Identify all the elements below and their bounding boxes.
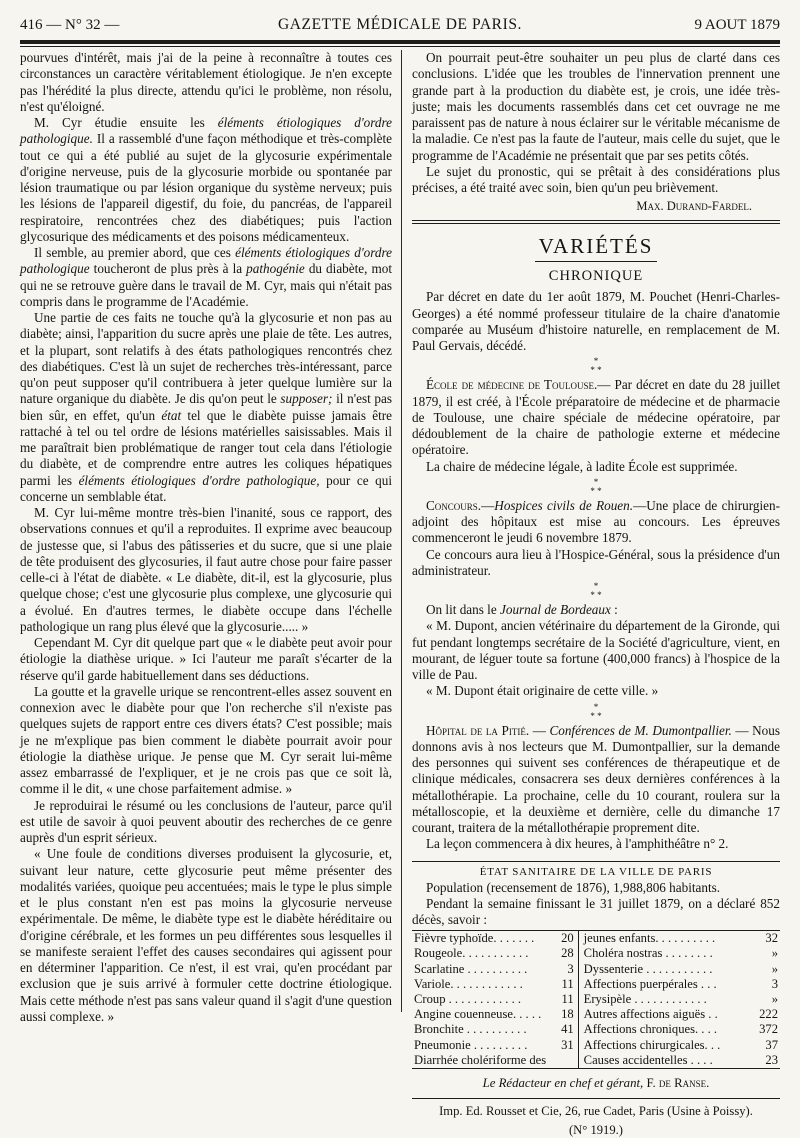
varietes-heading: VARIÉTÉS [535,234,658,262]
paragraph: pourvues d'intérêt, mais j'ai de la peine à reconnaître à toutes ces circonstances un caractère véritablement étiologique. Je n'en excepte pas l'hérédité la plus directe, attendu qu'ici le problème, non résolu, n'est qu'éloigné. [20,50,392,114]
header-rule-thick [20,40,780,44]
paragraph: M. Cyr étudie ensuite les éléments étiologiques d'ordre pathologique. Il a rassemblé d'une façon méthodique et très-complète tout ce qui a été publié au sujet de la glycosurie expérimentale d'origine nerveuse, puis de la glycosurie morbide ou spontanée par lésion traumatique ou par lésion organique du système nerveux; puis les lésions de l'appareil digestif, du foie, du pancréas, de l'appareil respiratoire, rencontrées chez des diabétiques; puis l'action glycosurique des médicaments et des poisons médicamenteux. [20,115,392,244]
column-divider [401,50,402,1012]
section-separator-stars: * * * [590,356,602,376]
paragraph: Concours.—Hospices civils de Rouen.—Une place de chirurgien-adjoint des hôpitaux est mise au concours. Les épreuves commenceront le jeudi 6 novembre 1879. [412,497,780,546]
paragraph: Une partie de ces faits ne touche qu'à la glycosurie et non pas au diabète; ainsi, l'apparition du sucre après une plaie de tête. Les autres, et la plupart, sont relatifs à des états pathologiques rencontrés chez des diabétiques. C'est là un sujet de recherches très-intéressant, parce qu'on peut supposer qu'il contribuera à jeter quelque lumière sur la nature organique du diabète. Je dis qu'on peut le supposer; il n'est pas bien sûr, en effet, qu'un état tel que le diabète puisse jamais être rattaché à tel ou tel ordre de lésions matérielles saisissables. Mais il me paraîtrait bien problématique de ranger tout cela dans l'étiologie du diabète, et de comprendre entre autres les coliques hépatiques parmi les éléments étiologiques d'ordre pathologique, pour ce qui concerne un semblable état. [20,310,392,504]
issue-number: (N° 1919.) [568,1123,623,1138]
paragraph: La leçon commencera à dix heures, à l'amphithéâtre n° 2. [426,836,729,852]
paragraph: M. Cyr lui-même montre très-bien l'inanité, sous ce rapport, des observations connues et qu'il a reproduites. Il exprime avec beaucoup de justesse que, si l'abus des pâtisseries et du sucre, que si une plaie de tête produisent des glycosuries, il faut autre chose pour faire passer celle-ci à l'état de diabète. « Le diabète, dit-il, est la glycosurie, plus quelque chose; c'est une glycosurie plus complexe, une glycosurie qui a évolué. En d'autres termes, le diabète occupe dans l'échelle pathologique un rang plus élevé que la glycosurie..... » [20,505,392,634]
paragraph: On pourrait peut-être souhaiter un peu plus de clarté dans ces conclusions. L'idée que les troubles de l'innervation prennent une grande part à la production du diabète est, je crois, une idée très-juste; mais les documents rassemblés dans cet cet ouvrage ne me paraissent pas de nature à nous éclairer sur le véritable mécanisme de la maladie. Ce n'est pas la faute de l'auteur, mais celle du sujet, que le programme de l'Académie ne présentait que par ses petits côtés. [412,50,780,163]
editor-rule [412,1098,780,1099]
conclusion-text [412,50,780,196]
table-row: Variole. . . . . . . . . . . . 11 Affections puerpérales . . . 3 [414,976,778,991]
paragraph: Par décret en date du 1er août 1879, M. Pouchet (Henri-Charles-Georges) a été nommé professeur titulaire de la chaire d'anatomie comparée au Muséum d'histoire naturelle, en remplacement de M. Paul Gervais, décédé. [412,289,780,353]
etat-population: Population (recensement de 1876), 1,988,806 habitants. [426,879,721,895]
right-column [412,50,780,1138]
paragraph: La goutte et la gravelle urique se rencontrent-elles assez souvent en connexion avec le diabète pour que l'on recherche s'il n'existe pas quelques sujets de rapport entre ces divers états? C'est possible; mais je ne m'explique pas bien comment le diabète pourrait avoir pour étiologie la diathèse urique. Je pense que M. Cyr serait lui-même assez embarrassé de l'expliquer, et je ne crois pas que ce soit là, comme il le dit, « une chose parfaitement admise. » [20,683,392,797]
paragraph: On lit dans le Journal de Bordeaux : [426,602,618,617]
varietes-heading-box [412,234,780,262]
chronique-text [412,289,780,852]
deaths-table [412,930,780,1069]
table-row: Fièvre typhoïde. . . . . . . 20 jeunes enfants. . . . . . . . . . 32 [414,931,778,946]
table-row: Angine couenneuse. . . . . 18 Autres affections aiguës . . 222 [414,1007,778,1022]
etat-sanitaire-title: ÉTAT SANITAIRE DE LA VILLE DE PARIS [479,865,713,878]
section-separator-stars: * * * [590,701,602,721]
state-rule [412,861,780,862]
paragraph: « M. Dupont était originaire de cette ville. » [426,683,659,699]
signature: Max. Durand-Fardel. [636,199,752,214]
paragraph: Cependant M. Cyr dit quelque part que « le diabète peut avoir pour étiologie la diathèse urique. » Ici l'auteur me paraît s'écarter de la réserve qu'il garde habituellement dans ses déductions. [20,635,392,683]
left-column [20,50,392,1025]
paragraph: « Une foule de conditions diverses produisent la glycosurie, et, suivant leur nature, cette glycosurie peut même présenter des modalités variées, quoique peu accentuées; mais le type le plus simple et le plus constant n'en est pas moins la glycosurie nerveuse expérimentale. De même, le diabète type est le diabète héréditaire ou d'origine cérébrale, et les formes un peu différentes sous lesquelles il se manifeste seraient l'effet des causes secondaires qui agissent pour en déterminer l'apparition. Ce n'est, il est vrai, qu'en procédant par exclusion que je suis arrivé à formuler cette doctrine étiologique. Mais cette méthode n'est pas sans valeur quand il s'agit d'une question aussi complexe. » [20,846,392,1024]
section-separator-stars: * * * [590,581,602,600]
editor-line: Le Rédacteur en chef et gérant, F. de Ranse. [482,1076,710,1091]
etat-intro: Pendant la semaine finissant le 31 juillet 1879, on a déclaré 852 décès, savoir : [412,895,780,927]
paragraph: Hôpital de la Pitié. — Conférences de M. Dumontpallier. — Nous donnons avis à nos lecteurs que M. Dumontpallier, sur la demande des personnes qui suivent ses conférences de thérapeutique et de clinique médicales, consacrera ses deux dernières conférences à la métallothérapie. La prochaine, celle du 10 courant, roulera sur la métalloscopie, et la deuxième et dernière, celle du dimanche 17 courant, traitera de la métallothérapie proprement dite. [412,722,780,835]
table-row: Croup . . . . . . . . . . . . 11 Erysipèle . . . . . . . . . . . . » [414,992,778,1007]
paragraph: Je reproduirai le résumé ou les conclusions de l'auteur, parce qu'il est utile de savoir à quoi peuvent aboutir des recherches de ce genre auprès d'un esprit sérieux. [20,797,392,845]
paragraph: « M. Dupont, ancien vétérinaire du département de la Gironde, qui fut pendant longtemps secrétaire de la Société d'agriculture, vient, en mourant, de léguer toute sa fortune (400,000 francs) à l'hospice de la ville de Pau. [412,618,780,682]
imprint-line: Imp. Ed. Rousset et Cie, 26, rue Cadet, Paris (Usine à Poissy). [439,1104,753,1119]
journal-title: GAZETTE MÉDICALE DE PARIS. [277,16,523,33]
masthead [20,14,780,40]
header-rule-thin [20,46,780,47]
paragraph: Le sujet du pronostic, qui se prêtait à des considérations plus précises, a été traité avec soin, bien qu'un peu brièvement. [412,163,780,195]
section-separator-stars: * * * [590,476,602,496]
section-rule [412,220,780,224]
chronique-heading: CHRONIQUE [548,268,644,285]
table-row: Diarrhée cholériforme des Causes accidentelles . . . . 23 [414,1052,778,1067]
table-row: Rougeole. . . . . . . . . . . 28 Choléra nostras . . . . . . . . » [414,946,778,961]
table-row: Bronchite . . . . . . . . . . 41 Affections chroniques. . . . 372 [414,1022,778,1037]
table-row: Scarlatine . . . . . . . . . . 3 Dyssenterie . . . . . . . . . . . » [414,961,778,976]
paragraph: Il semble, au premier abord, que ces éléments étiologiques d'ordre pathologique toucheront de plus près à la pathogénie du diabète, mot qui ne se retrouve guère dans le travail de M. Cyr, mais qui n'était pas compris dans le programme de l'Académie. [20,245,392,309]
issue-date: 9 AOUT 1879 [694,17,780,33]
columns [20,50,781,1138]
table-row: Pneumonie . . . . . . . . . 31 Affections chirurgicales. . . 37 [414,1037,778,1052]
page-number: 416 — N° 32 — [20,17,120,33]
paragraph: Ce concours aura lieu à l'Hospice-Général, sous la présidence d'un administrateur. [412,546,780,578]
paragraph: École de médecine de Toulouse.— Par décret en date du 28 juillet 1879, il est créé, à l'École préparatoire de médecine et de pharmacie de Toulouse, une chaire spéciale de médecine opératoire, par dédoublement de la chaire de pathologie externe et médecine opératoire. [412,377,781,458]
paragraph: La chaire de médecine légale, à ladite École est supprimée. [426,458,738,474]
